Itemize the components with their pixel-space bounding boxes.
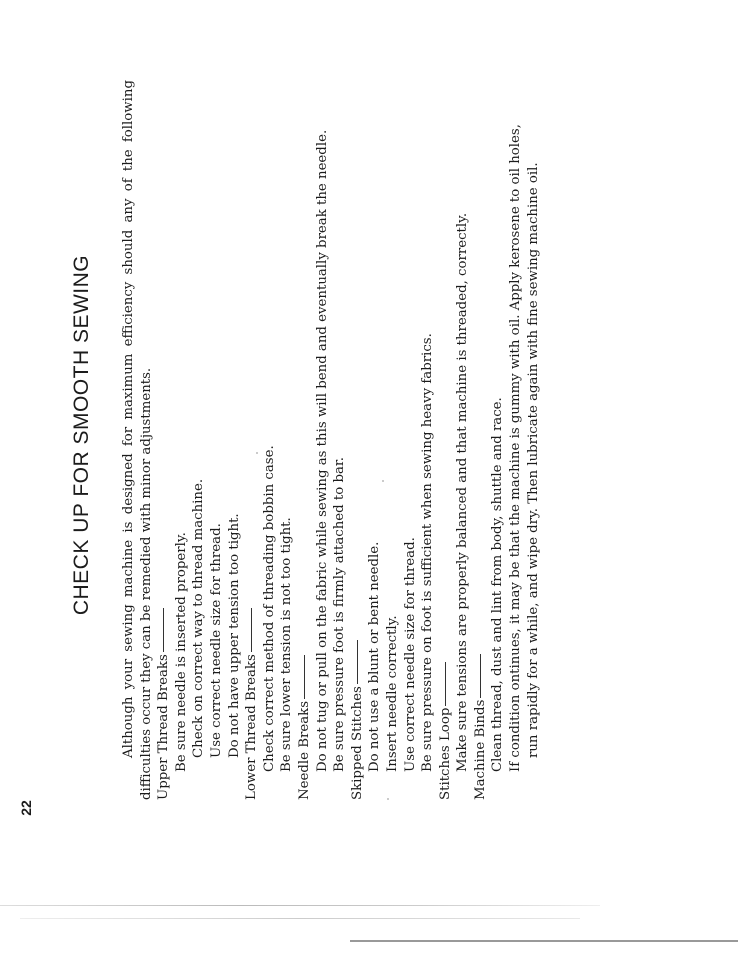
list-item: If condition ontinues, it may be that the machine is gummy with oil. Apply kerosene to oil holes, xyxy=(508,124,524,772)
list-item: Use correct needle size for thread. xyxy=(402,537,418,772)
list-item: Use correct needle size for thread. xyxy=(208,523,224,758)
scan-speck xyxy=(256,452,258,454)
page-title: CHECK UP FOR SMOOTH SEWING xyxy=(70,254,93,616)
page-number xyxy=(18,800,38,830)
section-heading-skipped-stitches xyxy=(349,70,367,800)
heading-rule xyxy=(480,654,481,698)
list-item: Be sure lower tension is not too tight. xyxy=(279,517,295,772)
body-text xyxy=(120,70,542,800)
heading-rule xyxy=(304,655,305,699)
heading-label: Needle Breaks xyxy=(296,700,312,800)
section-heading-stitches-loop xyxy=(437,70,455,800)
list-item: Be sure pressure foot is firmly attached to bar. xyxy=(332,456,348,772)
intro-line-2: difficulties occur they can be remedied with minor adjustments. xyxy=(138,367,154,800)
list-item: Clean thread, dust and lint from body, shuttle and race. xyxy=(490,397,506,772)
list-item: run rapidly for a while, and wipe dry. Then lubricate again with fine sewing machine oil. xyxy=(525,162,541,758)
scan-speck xyxy=(387,798,389,800)
scan-artifact-line xyxy=(350,940,738,942)
rotated-content xyxy=(70,70,738,800)
section-heading-upper-thread-breaks xyxy=(155,70,173,800)
list-item: Do not tug or pull on the fabric while sewing as this will bend and eventually break the needle. xyxy=(314,129,330,772)
list-item: Be sure pressure on foot is sufficient when sewing heavy fabrics. xyxy=(420,333,436,772)
scan-artifact-line xyxy=(0,905,600,906)
heading-label: Stitches Loop xyxy=(437,707,453,800)
heading-rule xyxy=(357,640,358,684)
heading-label: Upper Thread Breaks xyxy=(156,654,172,800)
list-item: Do not use a blunt or bent needle. xyxy=(367,541,383,772)
heading-rule xyxy=(251,608,252,652)
scan-artifact-line xyxy=(20,918,580,919)
heading-label: Machine Binds xyxy=(472,699,488,800)
heading-rule xyxy=(163,608,164,652)
list-item: Do not have upper tension too tight. xyxy=(226,513,242,758)
heading-label: Lower Thread Breaks xyxy=(244,654,260,800)
scan-speck xyxy=(382,480,384,482)
section-heading-machine-binds xyxy=(472,70,490,800)
heading-label: Skipped Stitches xyxy=(349,686,365,800)
section-heading-lower-thread-breaks xyxy=(243,70,261,800)
list-item: Insert needle correctly. xyxy=(384,615,400,772)
list-item: Check correct method of threading bobbin case. xyxy=(261,445,277,772)
list-item: Make sure tensions are properly balanced and that machine is threaded, correctly. xyxy=(455,212,471,772)
intro-line-1: Although your sewing machine is designed for maximum efficiency should any of the following xyxy=(121,79,136,758)
page-number-text: 22 xyxy=(17,800,34,816)
heading-rule xyxy=(445,662,446,706)
section-heading-needle-breaks xyxy=(296,70,314,800)
list-item: Check on correct way to thread machine. xyxy=(191,478,207,758)
list-item: Be sure needle is inserted properly. xyxy=(173,532,189,772)
